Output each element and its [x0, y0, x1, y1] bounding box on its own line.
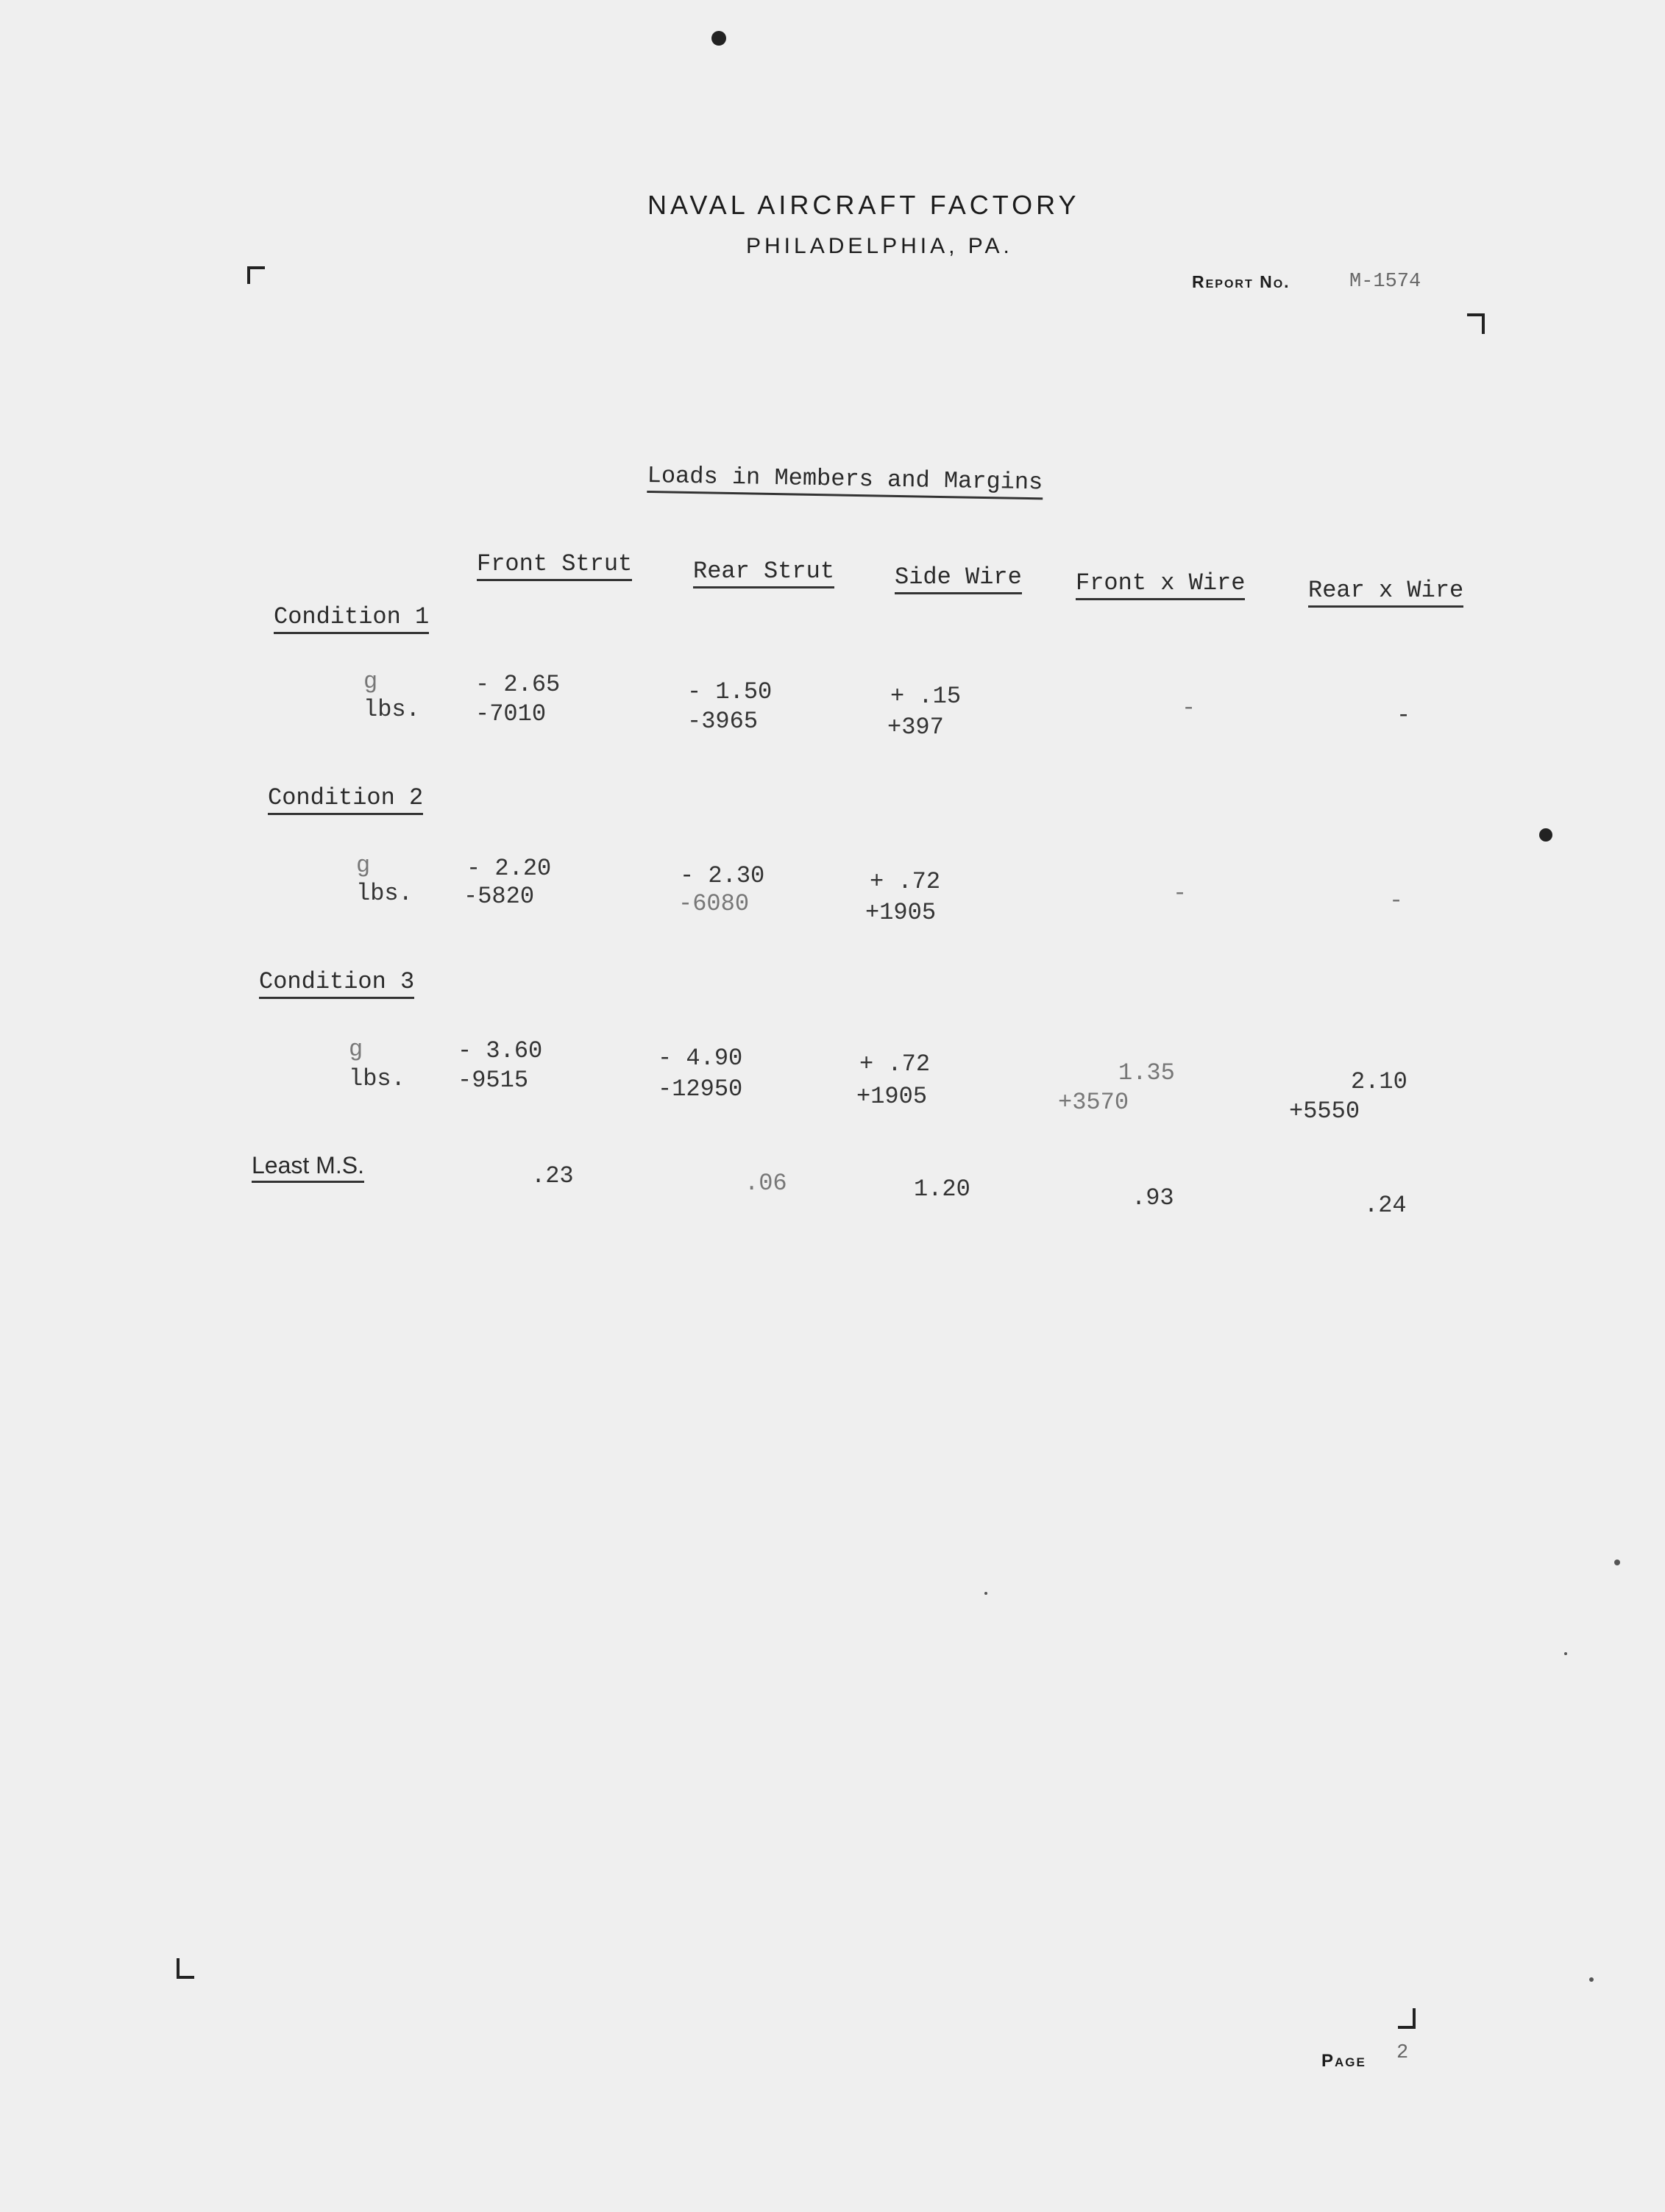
- condition-2-side-wire-g: + .72: [870, 868, 941, 895]
- condition-1-side-wire-g: + .15: [890, 683, 962, 710]
- condition-1-front-strut-g: - 2.65: [475, 671, 561, 698]
- least-ms-side-wire: 1.20: [914, 1176, 970, 1203]
- least-ms-front-x-wire: .93: [1132, 1184, 1174, 1212]
- punch-hole-mark: [1539, 828, 1552, 842]
- condition-2-front-strut-g: - 2.20: [466, 855, 552, 882]
- least-ms-rear-strut: .06: [745, 1170, 787, 1197]
- org-name: NAVAL AIRCRAFT FACTORY: [647, 190, 1080, 220]
- condition-2-g-label: g: [356, 852, 371, 879]
- condition-3-rear-strut-lbs: -12950: [658, 1075, 743, 1103]
- condition-1-front-x-wire-empty: -: [1182, 694, 1196, 722]
- condition-3-side-wire-g: + .72: [859, 1050, 931, 1078]
- table-title: Loads in Members and Margins: [647, 462, 1043, 499]
- condition-2-rear-x-wire-empty: -: [1389, 887, 1404, 914]
- least-ms-front-strut: .23: [531, 1162, 574, 1189]
- corner-mark-bottom-left: [177, 1958, 194, 1979]
- condition-1-side-wire-lbs: +397: [887, 714, 944, 741]
- page-label: Page: [1321, 2051, 1366, 2071]
- corner-mark-top-right: [1467, 313, 1485, 334]
- corner-mark-top-left: [247, 266, 265, 284]
- condition-3-side-wire-lbs: +1905: [856, 1083, 928, 1110]
- condition-2-rear-strut-g: - 2.30: [680, 862, 765, 889]
- condition-2-side-wire-lbs: +1905: [865, 899, 937, 926]
- report-label: Report No.: [1192, 272, 1291, 291]
- ink-speck: [1564, 1652, 1567, 1655]
- condition-2-front-strut-lbs: -5820: [464, 883, 535, 910]
- condition-2-rear-strut-lbs: -6080: [678, 890, 750, 917]
- ink-speck: [1589, 1977, 1594, 1982]
- page-number: 2: [1396, 2042, 1409, 2064]
- report-number: M-1574: [1349, 271, 1421, 293]
- column-header-rear-strut: Rear Strut: [693, 558, 834, 588]
- condition-3-front-x-wire-lbs: +3570: [1058, 1089, 1129, 1116]
- condition-3-front-x-wire-g: 1.35: [1118, 1059, 1175, 1087]
- condition-2-front-x-wire-empty: -: [1173, 880, 1187, 907]
- org-city: PHILADELPHIA, PA.: [746, 234, 1013, 258]
- condition-2-lbs-label: lbs.: [356, 880, 413, 907]
- column-header-front-strut: Front Strut: [477, 550, 632, 581]
- column-header-front-x-wire: Front x Wire: [1076, 569, 1245, 600]
- condition-3-front-strut-lbs: -9515: [458, 1067, 529, 1094]
- least-ms-label: Least M.S.: [252, 1152, 364, 1183]
- condition-1-g-label: g: [363, 668, 378, 695]
- ink-speck: [984, 1592, 987, 1595]
- condition-1-label: Condition 1: [274, 603, 429, 634]
- column-header-rear-x-wire: Rear x Wire: [1308, 577, 1463, 608]
- condition-3-label: Condition 3: [259, 968, 414, 999]
- ink-speck: [1614, 1560, 1620, 1565]
- condition-3-g-label: g: [349, 1036, 363, 1063]
- least-ms-rear-x-wire: .24: [1364, 1192, 1407, 1219]
- condition-2-label: Condition 2: [268, 784, 423, 815]
- condition-3-front-strut-g: - 3.60: [458, 1037, 543, 1064]
- condition-1-rear-strut-lbs: -3965: [687, 708, 759, 735]
- column-header-side-wire: Side Wire: [895, 563, 1022, 594]
- punch-hole-mark: [711, 31, 726, 46]
- condition-3-lbs-label: lbs.: [349, 1065, 405, 1092]
- condition-1-lbs-label: lbs.: [363, 696, 420, 723]
- condition-3-rear-x-wire-lbs: +5550: [1289, 1098, 1360, 1125]
- corner-mark-bottom-right: [1398, 2008, 1416, 2029]
- condition-1-front-strut-lbs: -7010: [475, 700, 547, 728]
- condition-1-rear-strut-g: - 1.50: [687, 678, 773, 705]
- condition-1-rear-x-wire-empty: -: [1396, 702, 1411, 729]
- condition-3-rear-x-wire-g: 2.10: [1351, 1068, 1407, 1095]
- condition-3-rear-strut-g: - 4.90: [658, 1045, 743, 1072]
